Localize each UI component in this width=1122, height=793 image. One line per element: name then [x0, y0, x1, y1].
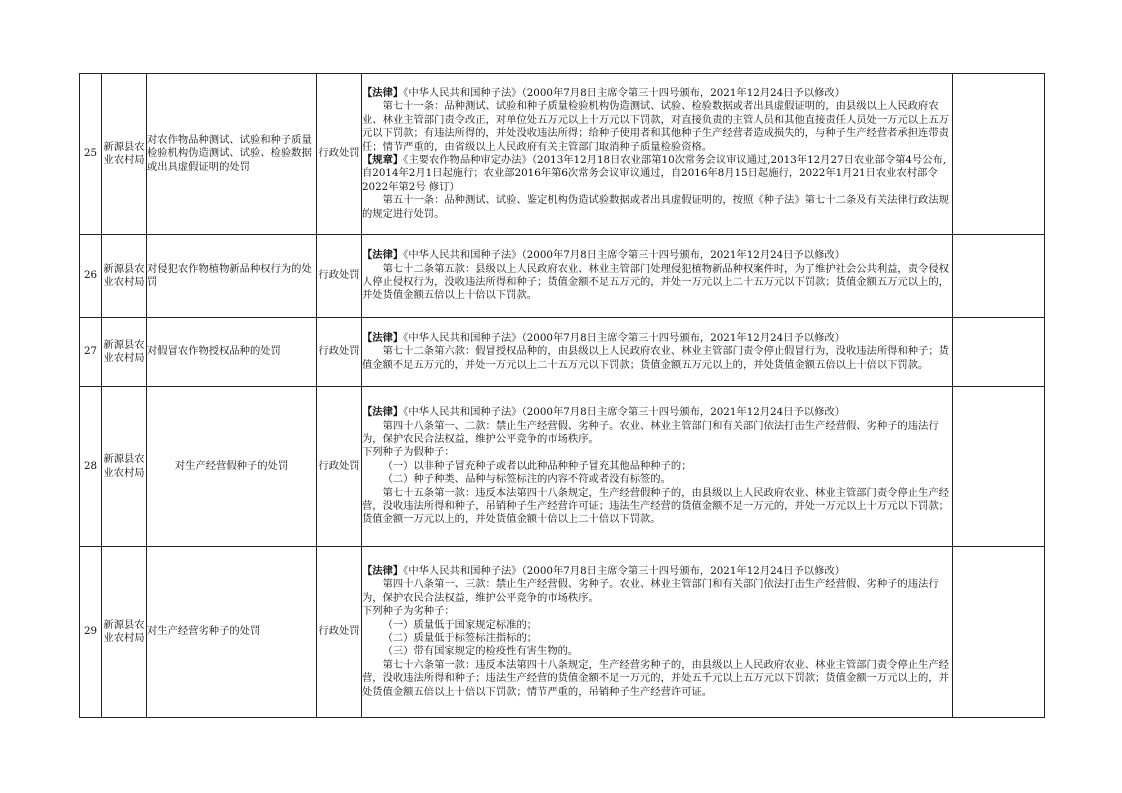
- basis-paragraph: [362, 446, 952, 459]
- basis-text: （二）质量低于标签标注指标的；: [382, 632, 538, 644]
- legal-basis: [362, 547, 953, 718]
- basis-paragraph: [362, 100, 952, 154]
- penalty-item: 对生产经营假种子的处罚: [147, 387, 317, 547]
- basis-paragraph: [362, 578, 952, 605]
- basis-paragraph: [362, 194, 952, 221]
- basis-text: 第七十二条第五款：县级以上人民政府农业、林业主管部门处理侵犯植物新品种权案件时，为了维护社会公共利益，责令侵权人停止侵权行为，没收违法所得和种子；货值金额不足五万元的，并处一万元以上二十五万元以下罚款；货值金额五万元以上的，并处货值金额五倍以上十倍以下罚款。: [362, 262, 949, 302]
- basis-text: 第七十六条第一款：违反本法第四十八条规定，生产经营劣种子的，由县级以上人民政府农业、林业主管部门责令停止生产经营，没收违法所得和种子；违法生产经营的货值金额不足一万元的，并处五千元以上五万元以下罚款；货值金额一万元以上的，并处货值金额五倍以上十倍以下罚款；情节严重的，吊销种子生产经营许可证。: [362, 658, 949, 698]
- remark-cell: [953, 547, 1045, 718]
- remark-cell: [953, 318, 1045, 387]
- legal-basis: [362, 387, 953, 547]
- table-row: [80, 387, 1045, 547]
- basis-paragraph: [362, 473, 952, 486]
- remark-cell: [953, 74, 1045, 235]
- table-row: [80, 547, 1045, 718]
- penalty-item: 对假冒农作物授权品种的处罚: [147, 318, 317, 387]
- basis-text: 第七十五条第一款：违反本法第四十八条规定，生产经营假种子的，由县级以上人民政府农业、林业主管部门责令停止生产经营，没收违法所得和种子，吊销种子生产经营许可证；违法生产经营的货值金额不足一万元的，并处一万元以上十万元以下罚款；货值金额一万元以上的，并处货值金额十倍以上二十倍以下罚款。: [362, 486, 949, 526]
- row-number: 29: [80, 547, 102, 718]
- penalty-table: [79, 73, 1045, 718]
- penalty-item: 对生产经营劣种子的处罚: [147, 547, 317, 718]
- basis-paragraph: [362, 154, 952, 194]
- basis-text: 《中华人民共和国种子法》（2000年7月8日主席令第三十四号颁布，2021年12月24日予以修改）: [403, 406, 845, 419]
- basis-text: 《中华人民共和国种子法》（2000年7月8日主席令第三十四号颁布，2021年12月24日予以修改）: [403, 249, 845, 262]
- basis-paragraph: [362, 619, 952, 632]
- basis-text: 《中华人民共和国种子法》（2000年7月8日主席令第三十四号颁布，2021年12月24日予以修改）: [403, 331, 845, 344]
- basis-paragraph: [362, 406, 952, 419]
- basis-text: 第五十一条：品种测试、试验、鉴定机构伪造试验数据或者出具虚假证明的，按照《种子法》第七十二条及有关法律行政法规的规定进行处罚。: [362, 194, 949, 220]
- basis-paragraph: [362, 249, 952, 262]
- basis-type-label: 【规章】: [362, 154, 404, 166]
- remark-cell: [953, 387, 1045, 547]
- basis-paragraph: [362, 263, 952, 303]
- penalty-type: 行政处罚: [317, 547, 362, 718]
- penalty-type: 行政处罚: [317, 235, 362, 318]
- penalty-item: 对侵犯农作物植物新品种权行为的处罚: [147, 235, 317, 318]
- basis-paragraph: [362, 87, 952, 100]
- legal-basis: [362, 235, 953, 318]
- basis-type-label: 【法律】: [362, 564, 404, 577]
- basis-type-label: 【法律】: [362, 406, 404, 419]
- basis-paragraph: [362, 645, 952, 658]
- implementing-agency: 新源县农业农村局: [102, 235, 147, 318]
- implementing-agency: 新源县农业农村局: [102, 74, 147, 235]
- basis-text: （一）质量低于国家规定标准的；: [382, 618, 538, 631]
- penalty-type: 行政处罚: [317, 318, 362, 387]
- basis-text: 《主要农作物品种审定办法》（2013年12月18日农业部第10次常务会议审议通过,2013年12月27日农业部令第4号公布,自2014年2月1日起施行；农业部2016年第6次常务会议审议通过，自2016年8月15日起施行，2022年1月21日农业农村部令2022年第2号 修订）: [362, 154, 947, 193]
- penalty-item: 对农作物品种测试、试验和种子质量检验机构伪造测试、试验、检验数据或出具虚假证明的处罚: [147, 74, 317, 235]
- basis-text: 第七十二条第六款：假冒授权品种的，由县级以上人民政府农业、林业主管部门责令停止假冒行为，没收违法所得和种子；货值金额不足五万元的，并处一万元以上二十五万元以下罚款；货值金额五万元以上的，并处货值金额五倍以上十倍以下罚款。: [362, 345, 949, 371]
- basis-type-label: 【法律】: [362, 331, 404, 344]
- basis-text: 下列种子为假种子：: [362, 446, 455, 459]
- legal-basis: [362, 318, 953, 387]
- implementing-agency: 新源县农业农村局: [102, 318, 147, 387]
- basis-paragraph: [362, 565, 952, 578]
- basis-text: 第四十八条第一、二款：禁止生产经营假、劣种子。农业、林业主管部门和有关部门依法打击生产经营假、劣种子的违法行为，保护农民合法权益，维护公平竞争的市场秩序。: [362, 419, 939, 445]
- basis-text: （二）种子种类、品种与标签标注的内容不符或者没有标签的。: [382, 473, 671, 486]
- basis-paragraph: [362, 605, 952, 618]
- row-number: 26: [80, 235, 102, 318]
- legal-basis: [362, 74, 953, 235]
- basis-type-label: 【法律】: [362, 86, 404, 99]
- basis-text: （三）带有国家规定的检疫性有害生物的。: [382, 645, 579, 658]
- basis-paragraph: [362, 632, 952, 645]
- basis-text: （一）以非种子冒充种子或者以此种品种种子冒充其他品种种子的；: [382, 459, 692, 472]
- table-row: [80, 74, 1045, 235]
- basis-type-label: 【法律】: [362, 249, 404, 262]
- basis-text: 《中华人民共和国种子法》（2000年7月8日主席令第三十四号颁布，2021年12月24日予以修改）: [403, 564, 845, 577]
- implementing-agency: 新源县农业农村局: [102, 547, 147, 718]
- basis-paragraph: [362, 659, 952, 699]
- table-row: [80, 235, 1045, 318]
- table-row: [80, 318, 1045, 387]
- row-number: 25: [80, 74, 102, 235]
- basis-text: 下列种子为劣种子：: [362, 605, 455, 618]
- basis-paragraph: [362, 487, 952, 527]
- penalty-type: 行政处罚: [317, 74, 362, 235]
- basis-text: 《中华人民共和国种子法》（2000年7月8日主席令第三十四号颁布，2021年12月24日予以修改）: [403, 86, 845, 99]
- basis-paragraph: [362, 345, 952, 372]
- row-number: 27: [80, 318, 102, 387]
- basis-paragraph: [362, 420, 952, 447]
- basis-text: 第七十一条：品种测试、试验和种子质量检验机构伪造测试、试验、检验数据或者出具虚假证明的，由县级以上人民政府农业、林业主管部门责令改正，对单位处五万元以上十万元以下罚款，对直接负责的主管人员和其他直接责任人员处一万元以上五万元以下罚款；有违法所得的，并处没收违法所得；给种子使用者和其他种子生产经营者造成损失的，与种子生产经营者承担连带责任；情节严重的，由省级以上人民政府有关主管部门取消种子质量检验资格。: [362, 100, 949, 153]
- basis-paragraph: [362, 332, 952, 345]
- basis-paragraph: [362, 460, 952, 473]
- implementing-agency: 新源县农业农村局: [102, 387, 147, 547]
- basis-text: 第四十八条第一、三款：禁止生产经营假、劣种子。农业、林业主管部门和有关部门依法打击生产经营假、劣种子的违法行为，保护农民合法权益，维护公平竞争的市场秩序。: [362, 578, 939, 604]
- remark-cell: [953, 235, 1045, 318]
- penalty-type: 行政处罚: [317, 387, 362, 547]
- row-number: 28: [80, 387, 102, 547]
